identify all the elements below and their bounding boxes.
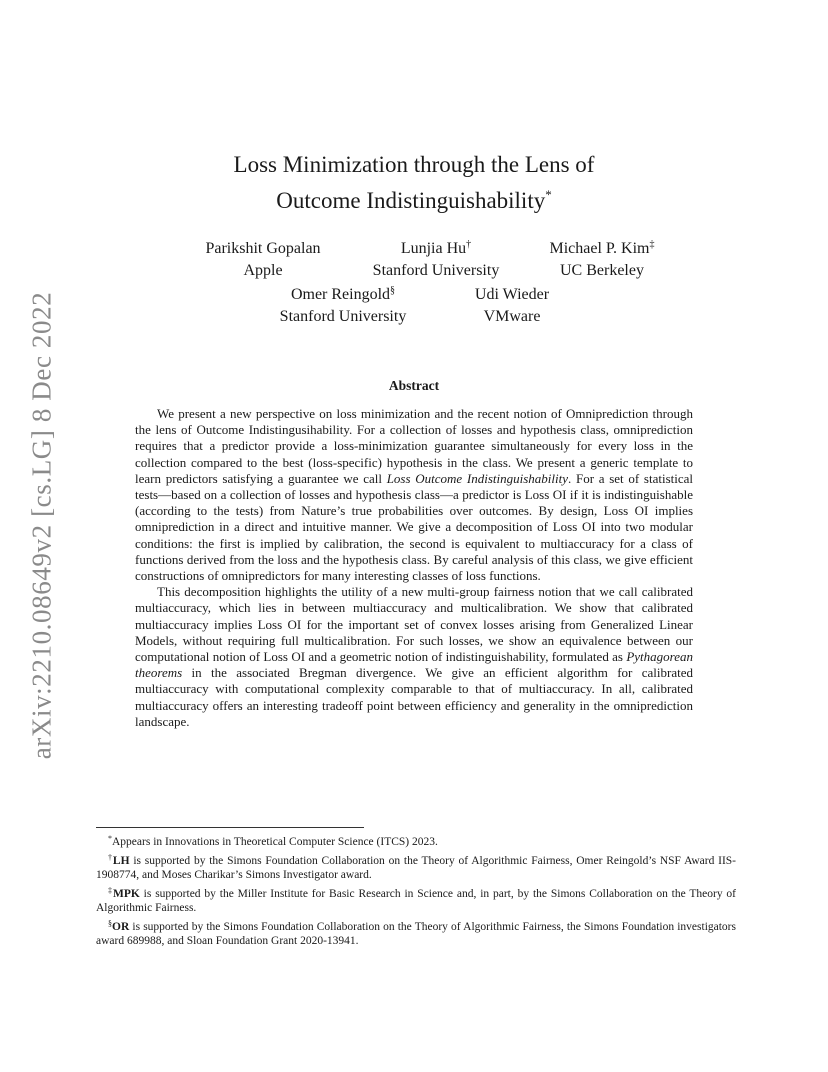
footnote: [96, 832, 736, 850]
abstract-text: This decomposition highlights the utility of a new multi-group fairness notion that we call calibrated multiaccuracy, which lies in between multiaccuracy and multicalibration. We show that calibrated multiaccuracy implies Loss OI for the important set of convex losses arising from Generalized Linear Models, without requiring full multicalibration. For such losses, we show an equivalence between our computational notion of Loss OI and a geometric notion of indistinguishability, formulated as: [135, 584, 693, 665]
abstract-text: We present a new perspective on loss minimization and the recent notion of Omniprediction through the lens of Outcome Indistingusihability. For a collection of losses and hypothesis class, omniprediction requires that a predictor provide a loss-minimization guarantee simultaneously for every loss in the collection compared to the best (loss-specific) hypothesis in the class. We present a generic template to learn predictors satisfying a guarantee we call: [135, 406, 693, 486]
abstract-emphasis: Loss Outcome Indistinguishability: [386, 470, 569, 486]
author-block-1: [188, 234, 338, 282]
abstract-paragraph-1: [135, 406, 693, 584]
title-line-1-text: Loss Minimization through the Lens of: [233, 152, 595, 177]
title-line-2-text: Outcome Indistinguishability: [276, 188, 546, 213]
footnote-text: is supported by the Miller Institute for Basic Research in Science and, in part, by the Simons Collaboration on the Theory of Algorithmic Fairness.: [96, 887, 737, 914]
footnote-mark: ‡: [108, 885, 113, 895]
footnote: [96, 884, 736, 916]
author-affiliation: Stanford University: [372, 262, 500, 279]
footnote-divider: [96, 827, 364, 828]
author-affiliation: Apple: [243, 262, 283, 279]
abstract-body: [135, 406, 693, 730]
author-affiliation: UC Berkeley: [560, 262, 644, 279]
arxiv-sidebar-stamp: [22, 290, 62, 760]
author-name: Omer Reingold: [290, 286, 391, 303]
author-mark: ‡: [649, 239, 655, 250]
author-block-2: [361, 234, 511, 282]
footnote-text: is supported by the Simons Foundation Collaboration on the Theory of Algorithmic Fairness, the Simons Foundation investigators award 689988, and Sloan Foundation Grant 2020-13941.: [96, 920, 736, 947]
footnote: [96, 917, 736, 949]
footnote: [96, 851, 736, 883]
footnotes: [96, 832, 736, 950]
footnote-text: Appears in Innovations in Theoretical Computer Science (ITCS) 2023.: [112, 836, 438, 848]
footnote-mark: †: [108, 852, 113, 862]
paper-title-line-2: [0, 180, 828, 216]
title-footnote-mark: *: [545, 187, 552, 202]
author-name: Michael P. Kim: [549, 240, 650, 257]
author-affiliation: VMware: [483, 308, 541, 325]
abstract-paragraph-2: [135, 584, 693, 730]
author-block-3: [527, 234, 677, 282]
author-name: Udi Wieder: [474, 286, 550, 303]
footnote-mark: *: [108, 834, 112, 843]
author-name: Lunjia Hu: [400, 240, 467, 257]
abstract-text: in the associated Bregman divergence. We give an efficient algorithm for calibrated multiaccuracy with computational complexity comparable to that of multiaccuracy. In all, calibrated multiaccuracy offers an interesting tradeoff point between efficiency and generality in the omniprediction landscape.: [135, 665, 693, 729]
abstract-emphasis: Pythagorean theorems: [135, 649, 693, 681]
footnote-initials: MPK: [112, 887, 140, 900]
author-block-5: [452, 280, 572, 328]
abstract-text: . For a set of statistical tests—based on a collection of losses and hypothesis class—a predictor is Loss OI if it is indistinguishable (according to the tests) from Nature’s true probabilities over outcomes. By design, Loss OI implies omniprediction in a direct and intuitive manner. We give a decomposition of Loss OI into two modular conditions: the first is implied by calibration, the second is equivalent to multiaccuracy for a class of functions derived from the loss and the hypothesis class. By careful analysis of this class, we give efficient constructions of omnipredictors for many interesting classes of loss functions.: [135, 470, 694, 584]
footnote-initials: OR: [112, 920, 130, 933]
paper-title-line-1: [0, 150, 828, 180]
footnote-initials: LH: [112, 854, 130, 867]
abstract-heading: Abstract: [388, 378, 440, 393]
author-name: Parikshit Gopalan: [205, 240, 321, 257]
author-mark: †: [466, 239, 472, 250]
author-block-4: [266, 280, 420, 328]
arxiv-identifier: arXiv:2210.08649v2 [cs.LG] 8 Dec 2022: [26, 291, 57, 759]
author-affiliation: Stanford University: [279, 308, 407, 325]
footnote-mark: §: [108, 918, 112, 928]
footnote-text: is supported by the Simons Foundation Collaboration on the Theory of Algorithmic Fairness, Omer Reingold’s NSF Award IIS-1908774, and Moses Charikar’s Simons Investigator award.: [96, 854, 737, 881]
author-mark: §: [390, 285, 396, 296]
